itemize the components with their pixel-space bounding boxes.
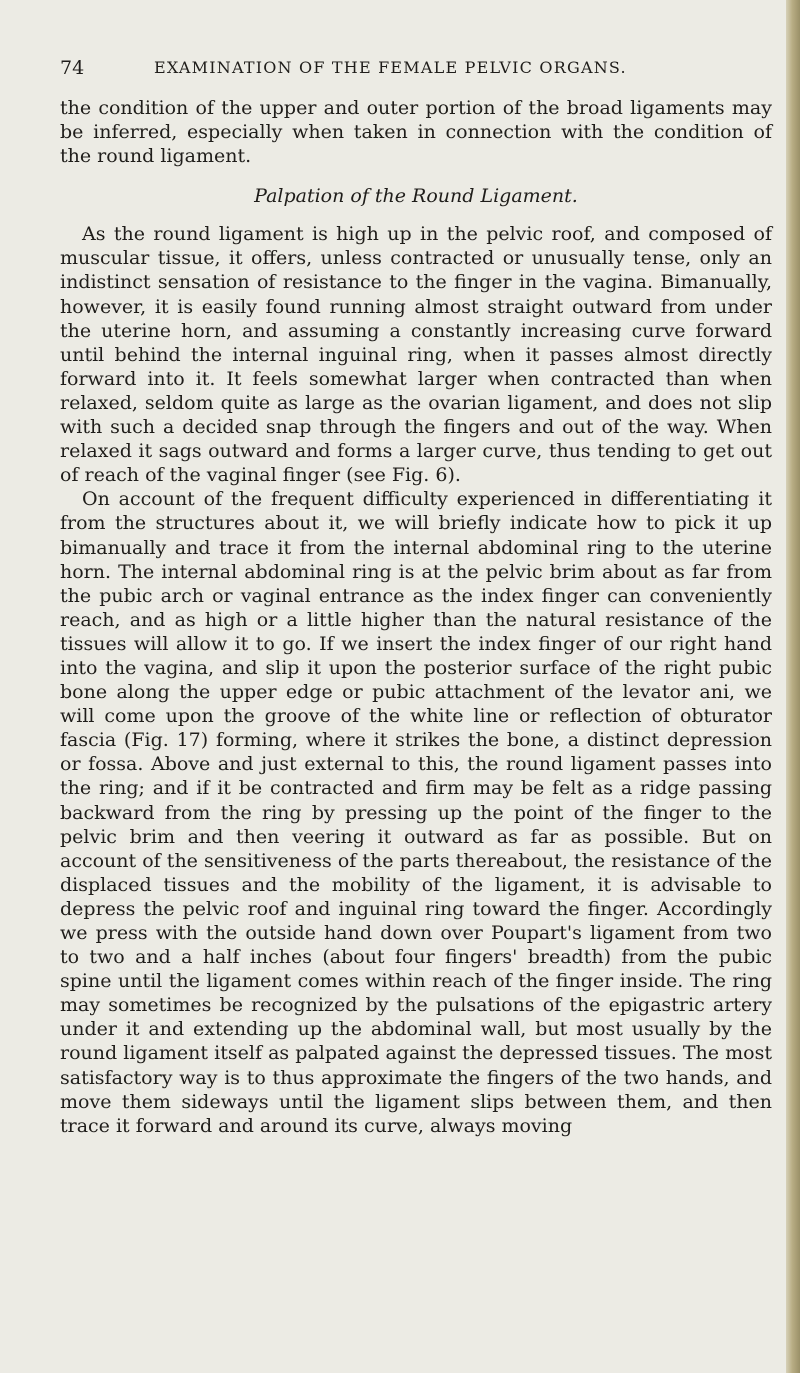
body-text (60, 96, 772, 1138)
paragraph-continued: the condition of the upper and outer portion of the broad ligaments may be inferred, especially when taken in connection with the condition of the round ligament. (60, 97, 772, 168)
section-heading: Palpation of the Round Ligament. (254, 185, 578, 208)
paragraph-round-ligament: As the round ligament is high up in the pelvic roof, and composed of muscular tissue, it offers, unless contracted or unusually tense, only an indistinct sensation of resistance to the finger in the vagina. Bimanually, however, it is easily found running almost straight outward from under the uterine horn, and assuming a constantly increasing curve forward until behind the internal inguinal ring, when it passes almost directly forward into it. It feels somewhat larger when contracted than when relaxed, seldom quite as large as the ovarian ligament, and does not slip with such a decided snap through the fingers and out of the way. When relaxed it sags outward and forms a larger curve, thus tending to get out of reach of the vaginal finger (see Fig. 6). (60, 223, 772, 487)
paragraph-differentiating: On account of the frequent difficulty experienced in differentiating it from the structures about it, we will briefly indicate how to pick it up bimanually and trace it from the internal abdominal ring to the uterine horn. The internal abdominal ring is at the pelvic brim about as far from the pubic arch or vaginal entrance as the index finger can conveniently reach, and as high or a little higher than the natural resistance of the tissues will allow it to go. If we insert the index finger of our right hand into the vagina, and slip it upon the posterior surface of the right pubic bone along the upper edge or pubic attachment of the levator ani, we will come upon the groove of the white line or reflection of obturator fascia (Fig. 17) forming, where it strikes the bone, a distinct depression or fossa. Above and just external to this, the round ligament passes into the ring; and if it be contracted and firm may be felt as a ridge passing backward from the ring by pressing up the point of the finger to the pelvic brim and then veering it outward as far as possible. But on account of the sensitiveness of the parts thereabout, the resistance of the displaced tissues and the mobility of the ligament, it is advisable to depress the pelvic roof and inguinal ring toward the finger. Accordingly we press with the outside hand down over Poupart's ligament from two to two and a half inches (about four fingers' breadth) from the pubic spine until the ligament comes within reach of the finger inside. The ring may sometimes be recognized by the pulsations of the epigastric artery under it and extending up the abdominal wall, but most usually by the round ligament itself as palpated against the depressed tissues. The most satisfactory way is to thus approximate the fingers of the two hands, and move them sideways until the ligament slips between them, and then trace it forward and around its curve, always moving (60, 488, 772, 1137)
page-number: 74 (60, 57, 85, 79)
page-header (60, 54, 760, 82)
page-edge (786, 0, 800, 1373)
running-head: EXAMINATION OF THE FEMALE PELVIC ORGANS. (154, 58, 627, 77)
